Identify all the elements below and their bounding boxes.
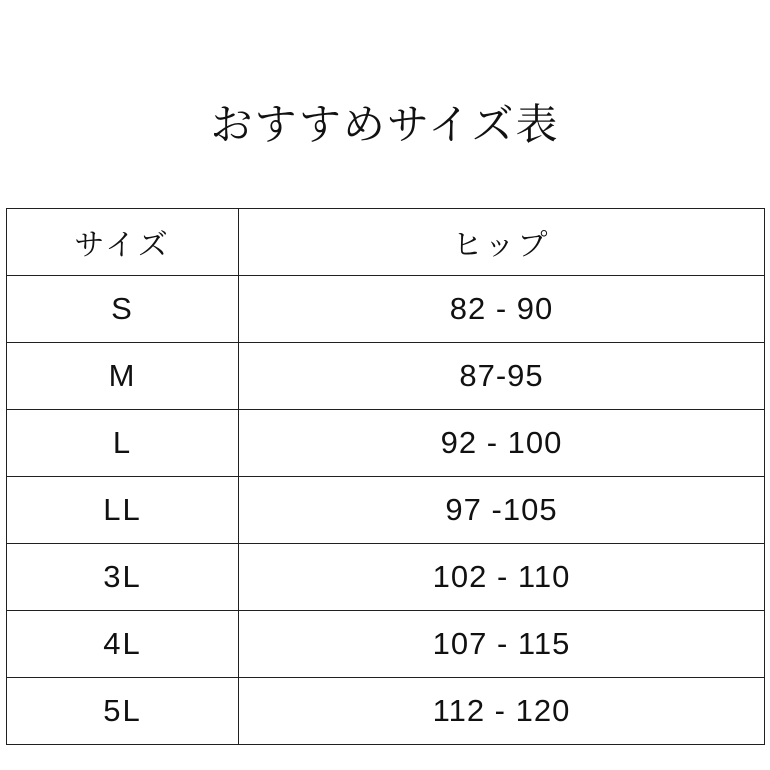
cell-hip: 102 - 110 — [239, 544, 765, 611]
cell-size: L — [7, 410, 239, 477]
table-row — [7, 410, 765, 477]
cell-hip: 112 - 120 — [239, 678, 765, 745]
table-header-row — [7, 209, 765, 276]
column-header-size: サイズ — [7, 209, 239, 276]
cell-hip: 82 - 90 — [239, 276, 765, 343]
cell-size: 4L — [7, 611, 239, 678]
table-body — [7, 276, 765, 745]
cell-hip: 107 - 115 — [239, 611, 765, 678]
table-row — [7, 276, 765, 343]
cell-hip: 92 - 100 — [239, 410, 765, 477]
cell-size: 3L — [7, 544, 239, 611]
column-header-hip: ヒップ — [239, 209, 765, 276]
table-row — [7, 544, 765, 611]
table-row — [7, 611, 765, 678]
cell-size: S — [7, 276, 239, 343]
cell-size: 5L — [7, 678, 239, 745]
table-row — [7, 678, 765, 745]
cell-size: M — [7, 343, 239, 410]
table-row — [7, 477, 765, 544]
size-chart-table — [6, 208, 765, 745]
cell-size: LL — [7, 477, 239, 544]
table-row — [7, 343, 765, 410]
cell-hip: 87-95 — [239, 343, 765, 410]
page-title: おすすめサイズ表 — [210, 101, 560, 148]
cell-hip: 97 -105 — [239, 477, 765, 544]
table-header — [7, 209, 765, 276]
